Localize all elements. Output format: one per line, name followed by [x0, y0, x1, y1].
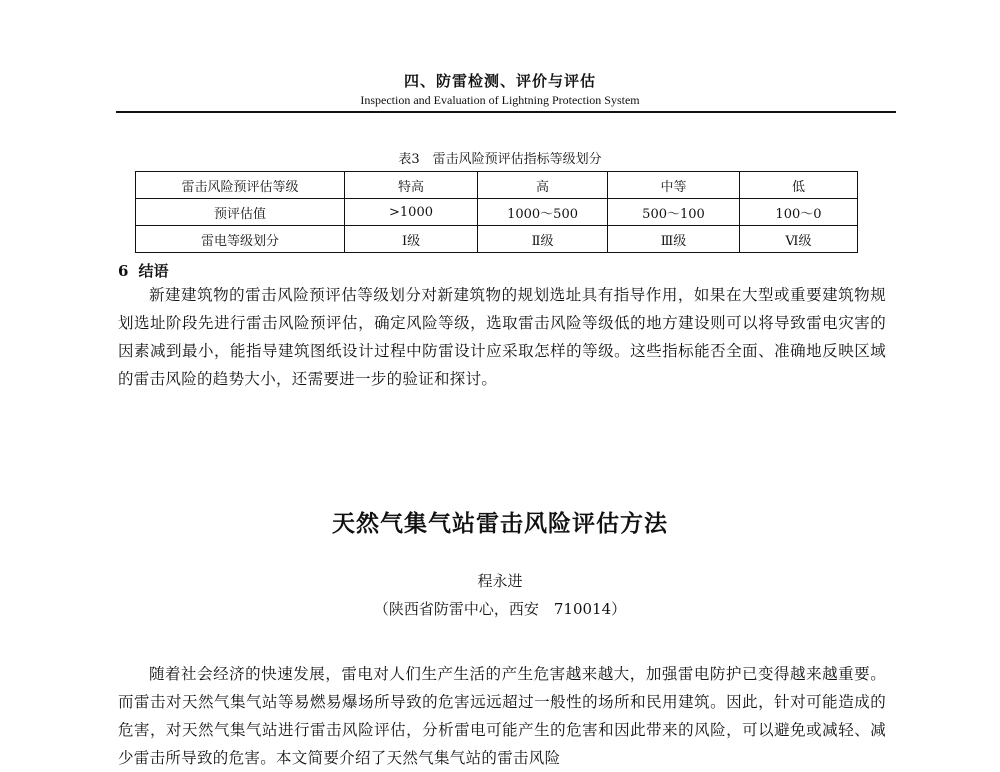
intro-paragraph: 随着社会经济的快速发展，雷电对人们生产生活的产生危害越来越大，加强雷电防护已变得越来越重要。而雷击对天然气集气站等易燃易爆场所导致的危害远远超过一般性的场所和民用建筑。因此，针对可能造成的危害，对天然气集气站进行雷击风险评估，分析雷电可能产生的危害和因此带来的风险，可以避免或减轻、减少雷击所导致的危害。本文简要介绍了天然气集气站的雷击风险	[118, 665, 886, 767]
table-cell: 雷击风险预评估等级	[136, 172, 345, 199]
table-cell: Ⅱ级	[478, 226, 608, 253]
table-cell: >1000	[344, 199, 477, 226]
table-row	[136, 226, 858, 253]
table-cell: Ⅰ级	[344, 226, 477, 253]
article-affiliation: （陕西省防雷中心，西安 710014）	[373, 600, 627, 618]
table-cell: 1000～500	[478, 199, 608, 226]
table-cell: 雷电等级划分	[136, 226, 345, 253]
table-cell: 中等	[608, 172, 740, 199]
risk-grade-table	[135, 171, 858, 253]
article-author: 程永进	[477, 572, 523, 590]
table-cell: 100～0	[739, 199, 857, 226]
table-cell: 500～100	[608, 199, 740, 226]
table-cell: Ⅲ级	[608, 226, 740, 253]
running-header	[0, 72, 1000, 108]
section-title: 结语	[138, 262, 169, 280]
table-cell: 低	[739, 172, 857, 199]
conclusion-paragraph: 新建建筑物的雷击风险预评估等级划分对新建筑物的规划选址具有指导作用，如果在大型或重要建筑物规划选址阶段先进行雷击风险预评估，确定风险等级，选取雷击风险等级低的地方建设则可以将导致雷电灾害的因素减到最小，能指导建筑图纸设计过程中防雷设计应采取怎样的等级。这些指标能否全面、准确地反映区域的雷击风险的趋势大小，还需要进一步的验证和探讨。	[118, 286, 886, 388]
header-rule	[116, 111, 896, 113]
table-caption: 表3 雷击风险预评估指标等级划分	[398, 152, 602, 167]
table-row	[136, 199, 858, 226]
running-header-english: Inspection and Evaluation of Lightning Protection System	[360, 93, 640, 107]
table-cell: 预评估值	[136, 199, 345, 226]
table-cell: 高	[478, 172, 608, 199]
table-cell: Ⅵ级	[739, 226, 857, 253]
table-cell: 特高	[344, 172, 477, 199]
section-heading	[118, 260, 168, 281]
section-number: 6	[118, 262, 129, 280]
running-header-chinese: 四、防雷检测、评价与评估	[403, 72, 596, 90]
table-row	[136, 172, 858, 199]
article-title: 天然气集气站雷击风险评估方法	[332, 510, 668, 537]
